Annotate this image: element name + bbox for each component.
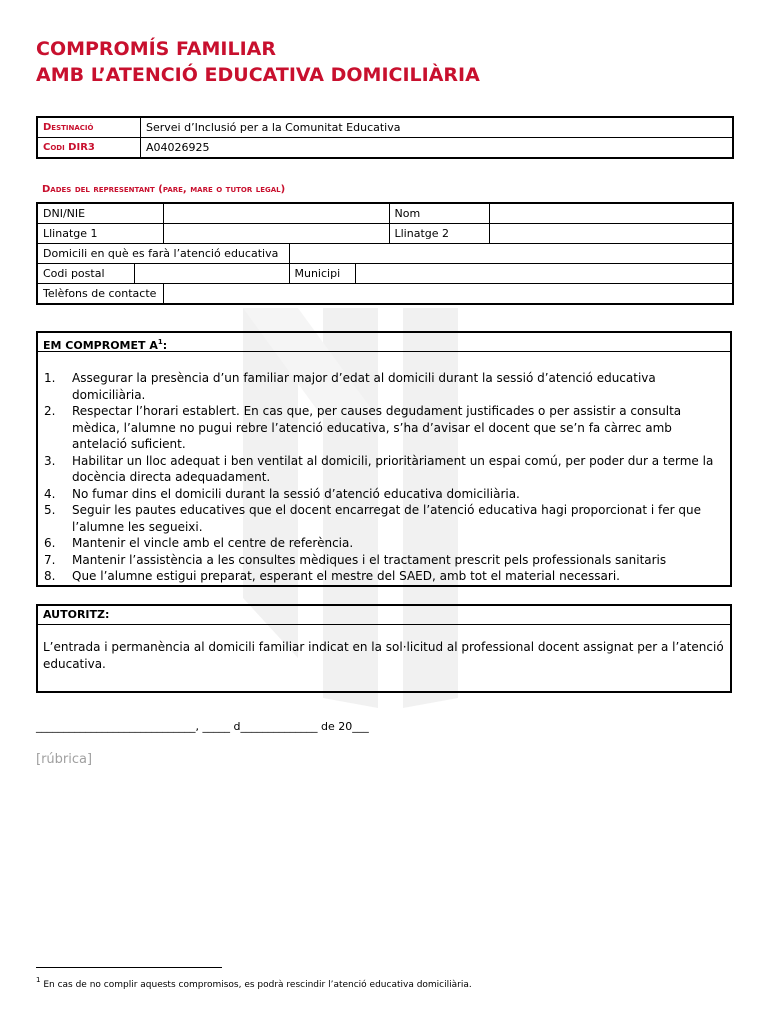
- commitments-header: [38, 333, 730, 352]
- footnote-separator: [36, 967, 222, 968]
- list-item: [44, 568, 724, 585]
- item-text: Respectar l’horari establert. En cas que, per causes degudament justificades o per assistir a consulta mèdica, l’alumne no pugui rebre l’atenció educativa, s’ha d’avisar el docent que se’n fa càrrec amb antelació suficient.: [72, 404, 682, 451]
- list-item: [44, 403, 724, 453]
- list-item: [44, 552, 724, 569]
- destination-value: Servei d’Inclusió per a la Comunitat Educativa: [141, 117, 734, 138]
- item-text: Assegurar la presència d’un familiar major d’edat al domicili durant la sessió d’atenció educativa domiciliària.: [72, 371, 656, 402]
- llinatge2-field[interactable]: [489, 224, 733, 244]
- telefons-field[interactable]: [163, 284, 733, 305]
- item-number: 8.: [44, 569, 56, 583]
- place-date-line[interactable]: _____________________________, _____ d______________ de 20___: [36, 720, 369, 733]
- item-text: Que l’alumne estigui preparat, esperant el mestre del SAED, amb tot el material necessari.: [72, 569, 620, 583]
- signature-placeholder[interactable]: [rúbrica]: [36, 752, 93, 767]
- title-line-2: AMB L’ATENCIÓ EDUCATIVA DOMICILIÀRIA: [36, 64, 480, 86]
- municipi-label: Municipi: [289, 264, 355, 284]
- list-item: [44, 486, 724, 503]
- item-number: 4.: [44, 486, 56, 501]
- list-item: [44, 453, 724, 486]
- item-text: Habilitar un lloc adequat i ben ventilat al domicili, prioritàriament un espai comú, per poder dur a terme la docència directa adequadament.: [72, 453, 714, 484]
- destination-label: Destinació: [37, 117, 141, 138]
- domicili-label: Domicili en què es farà l’atenció educativa: [37, 244, 289, 264]
- item-text: Mantenir el vincle amb el centre de referència.: [72, 536, 354, 550]
- commitments-box: [36, 331, 732, 587]
- commitments-header-text: EM COMPROMET A: [43, 339, 158, 352]
- commitments-list: [38, 352, 730, 585]
- page-title: [36, 36, 480, 88]
- llinatge2-label: Llinatge 2: [389, 224, 489, 244]
- item-number: 7.: [44, 552, 56, 567]
- item-number: 5.: [44, 503, 56, 517]
- representative-section-label: Dades del representant (pare, mare o tutor legal): [42, 184, 286, 195]
- telefons-label: Telèfons de contacte: [37, 284, 163, 305]
- title-line-1: COMPROMÍS FAMILIAR: [36, 38, 276, 60]
- commitments-header-colon: :: [162, 339, 168, 352]
- item-number: 1.: [44, 371, 56, 385]
- domicili-field[interactable]: [289, 244, 733, 264]
- codi-postal-label: Codi postal: [37, 264, 134, 284]
- list-item: [44, 535, 724, 552]
- municipi-field[interactable]: [355, 264, 733, 284]
- authorization-header: AUTORITZ:: [38, 606, 730, 625]
- nom-field[interactable]: [489, 203, 733, 224]
- footnote-mark: 1: [36, 976, 41, 984]
- list-item: [44, 502, 724, 535]
- item-number: 3.: [44, 453, 56, 468]
- footnote-ref: 1: [157, 338, 163, 346]
- nom-label: Nom: [389, 203, 489, 224]
- footnote-text: En cas de no complir aquests compromisos, es podrà rescindir l’atenció educativa domiciliària.: [40, 980, 472, 990]
- list-item: [44, 370, 724, 403]
- footnote: [36, 976, 472, 990]
- destination-table: [36, 116, 734, 159]
- llinatge1-field[interactable]: [163, 224, 389, 244]
- item-text: Seguir les pautes educatives que el docent encarregat de l’atenció educativa hagi proporcionat i fer que l’alumne les segueixi.: [72, 503, 701, 534]
- item-text: Mantenir l’assistència a les consultes mèdiques i el tractament prescrit pels professionals sanitaris: [72, 552, 667, 567]
- authorization-text: L’entrada i permanència al domicili familiar indicat en la sol·licitud al professional docent assignat per a l’atenció educativa.: [43, 640, 724, 671]
- item-number: 2.: [44, 404, 56, 418]
- item-number: 6.: [44, 536, 56, 550]
- dni-label: DNI/NIE: [37, 203, 163, 224]
- dir3-code-label: Codi DIR3: [37, 138, 141, 159]
- dir3-code-value: A04026925: [141, 138, 734, 159]
- llinatge1-label: Llinatge 1: [37, 224, 163, 244]
- codi-postal-field[interactable]: [134, 264, 289, 284]
- representative-table: [36, 202, 734, 305]
- dni-field[interactable]: [163, 203, 389, 224]
- authorization-box: [36, 604, 732, 693]
- item-text: No fumar dins el domicili durant la sessió d’atenció educativa domiciliària.: [72, 486, 520, 501]
